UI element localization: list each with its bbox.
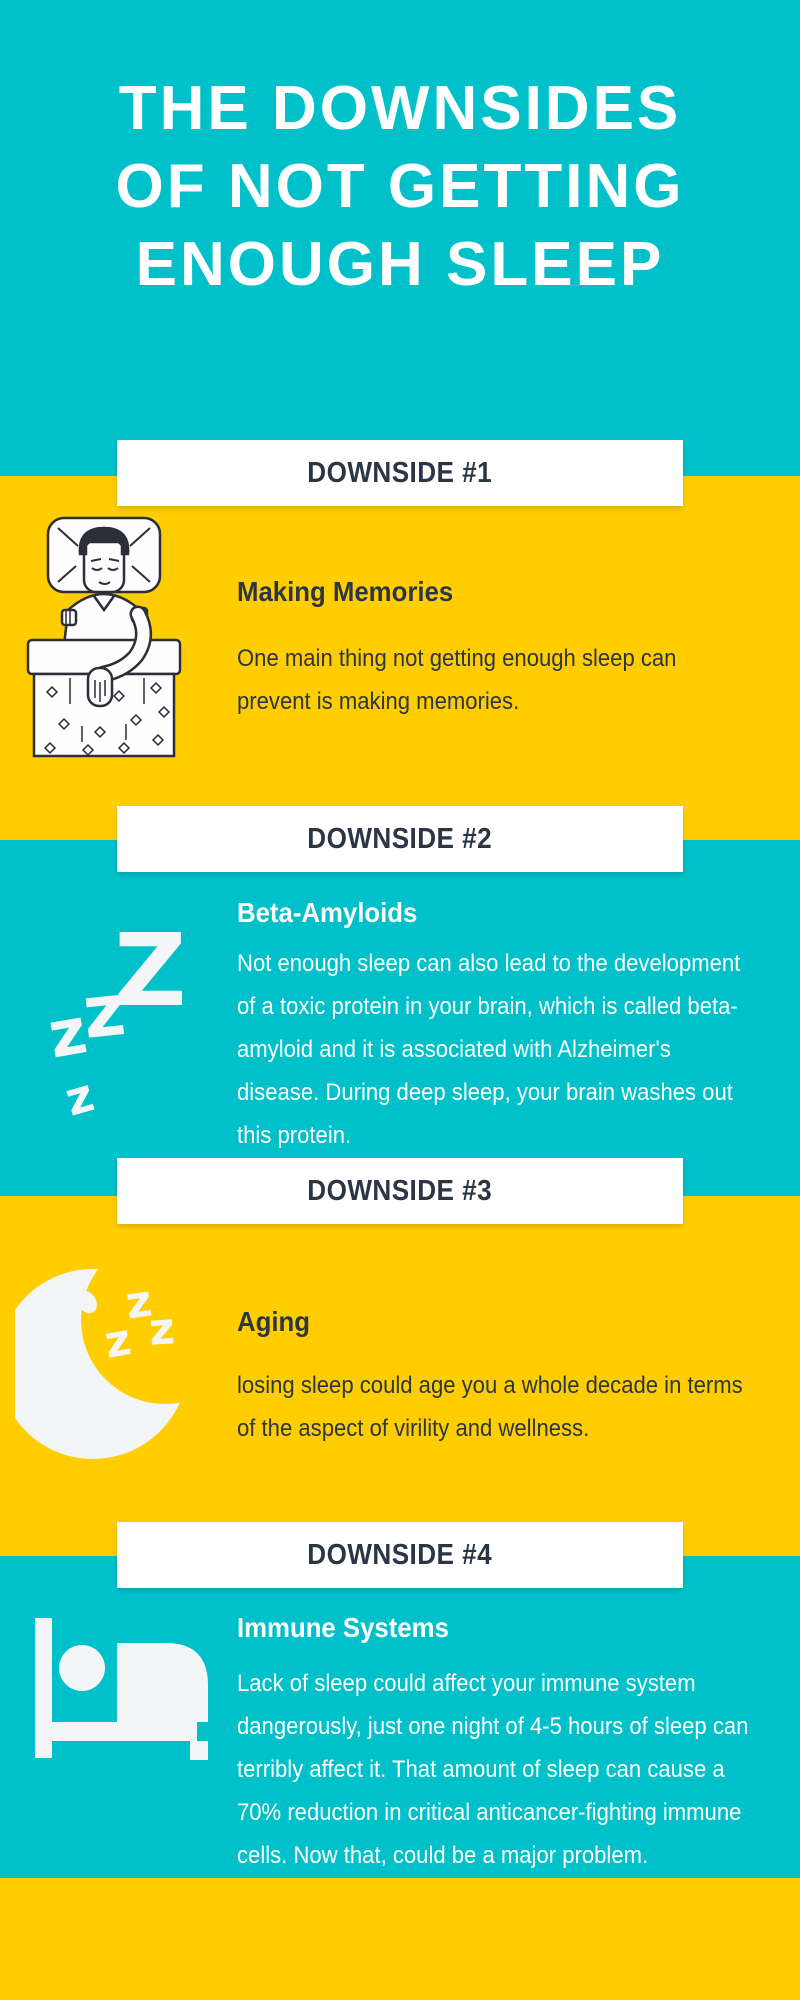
downside-4-banner	[117, 1522, 683, 1588]
downside-3-banner-label: DOWNSIDE #3	[307, 1174, 493, 1207]
section-4-body-line: dangerously, just one night of 4-5 hours of sleep can	[237, 1713, 749, 1740]
section-2-heading: Beta-Amyloids	[237, 897, 418, 928]
crescent-moon-icon	[15, 1256, 195, 1466]
zzz-glyph-tiny: z	[59, 1067, 100, 1127]
zzz-glyph-small: z	[42, 994, 93, 1074]
section-1-heading: Making Memories	[237, 576, 454, 607]
section-3-body	[237, 1364, 743, 1450]
bed-sleep-icon	[30, 1616, 208, 1760]
zzz-glyph-medium: z	[78, 967, 130, 1055]
section-4-body	[237, 1662, 748, 1877]
page-title	[0, 70, 800, 304]
moon-z-glyph: z	[100, 1314, 135, 1369]
section-1-body-line: prevent is making memories.	[237, 688, 520, 715]
section-2-body-line: disease. During deep sleep, your brain washes out	[237, 1079, 733, 1106]
moon-z-glyph: z	[147, 1303, 177, 1356]
downside-2-banner	[117, 806, 683, 872]
section-2-body-line: of a toxic protein in your brain, which is called beta-	[237, 993, 738, 1020]
section-3-body-line: losing sleep could age you a whole decade in terms	[237, 1372, 743, 1399]
page-title-line-2: OF NOT GETTING	[115, 152, 685, 221]
downside-1-banner	[117, 440, 683, 506]
section-4-heading: Immune Systems	[237, 1612, 449, 1643]
section-4-body-line: 70% reduction in critical anticancer-fighting immune	[237, 1799, 742, 1826]
section-1-body-line: One main thing not getting enough sleep can	[237, 645, 677, 672]
downside-4-banner-label: DOWNSIDE #4	[307, 1538, 493, 1571]
section-4-body-line: cells. Now that, could be a major problem.	[237, 1842, 649, 1869]
page-title-line-3: ENOUGH SLEEP	[135, 230, 665, 299]
section-2-body-line: this protein.	[237, 1122, 352, 1149]
moon-z-glyph: z	[122, 1275, 155, 1330]
sleeping-person-illustration	[22, 512, 194, 764]
section-2-body-line: amyloid and it is associated with Alzheimer's	[237, 1036, 671, 1063]
section-2-body	[237, 942, 740, 1157]
section-2-body-line: Not enough sleep can also lead to the development	[237, 950, 741, 977]
section-4-body-line: terribly affect it. That amount of sleep can cause a	[237, 1756, 725, 1783]
section-3-heading: Aging	[237, 1306, 310, 1337]
downside-2-banner-label: DOWNSIDE #2	[307, 822, 493, 855]
page-title-line-1: THE DOWNSIDES	[118, 74, 682, 143]
section-3-body-line: of the aspect of virility and wellness.	[237, 1415, 590, 1442]
downside-1-banner-label: DOWNSIDE #1	[307, 456, 493, 489]
zzz-icon	[30, 912, 220, 1145]
downside-3-banner	[117, 1158, 683, 1224]
section-1-body	[237, 637, 676, 723]
section-4-body-line: Lack of sleep could affect your immune system	[237, 1670, 696, 1697]
zzz-glyph-large: Z	[114, 912, 187, 1029]
crescent-moon-shape	[15, 1256, 195, 1466]
